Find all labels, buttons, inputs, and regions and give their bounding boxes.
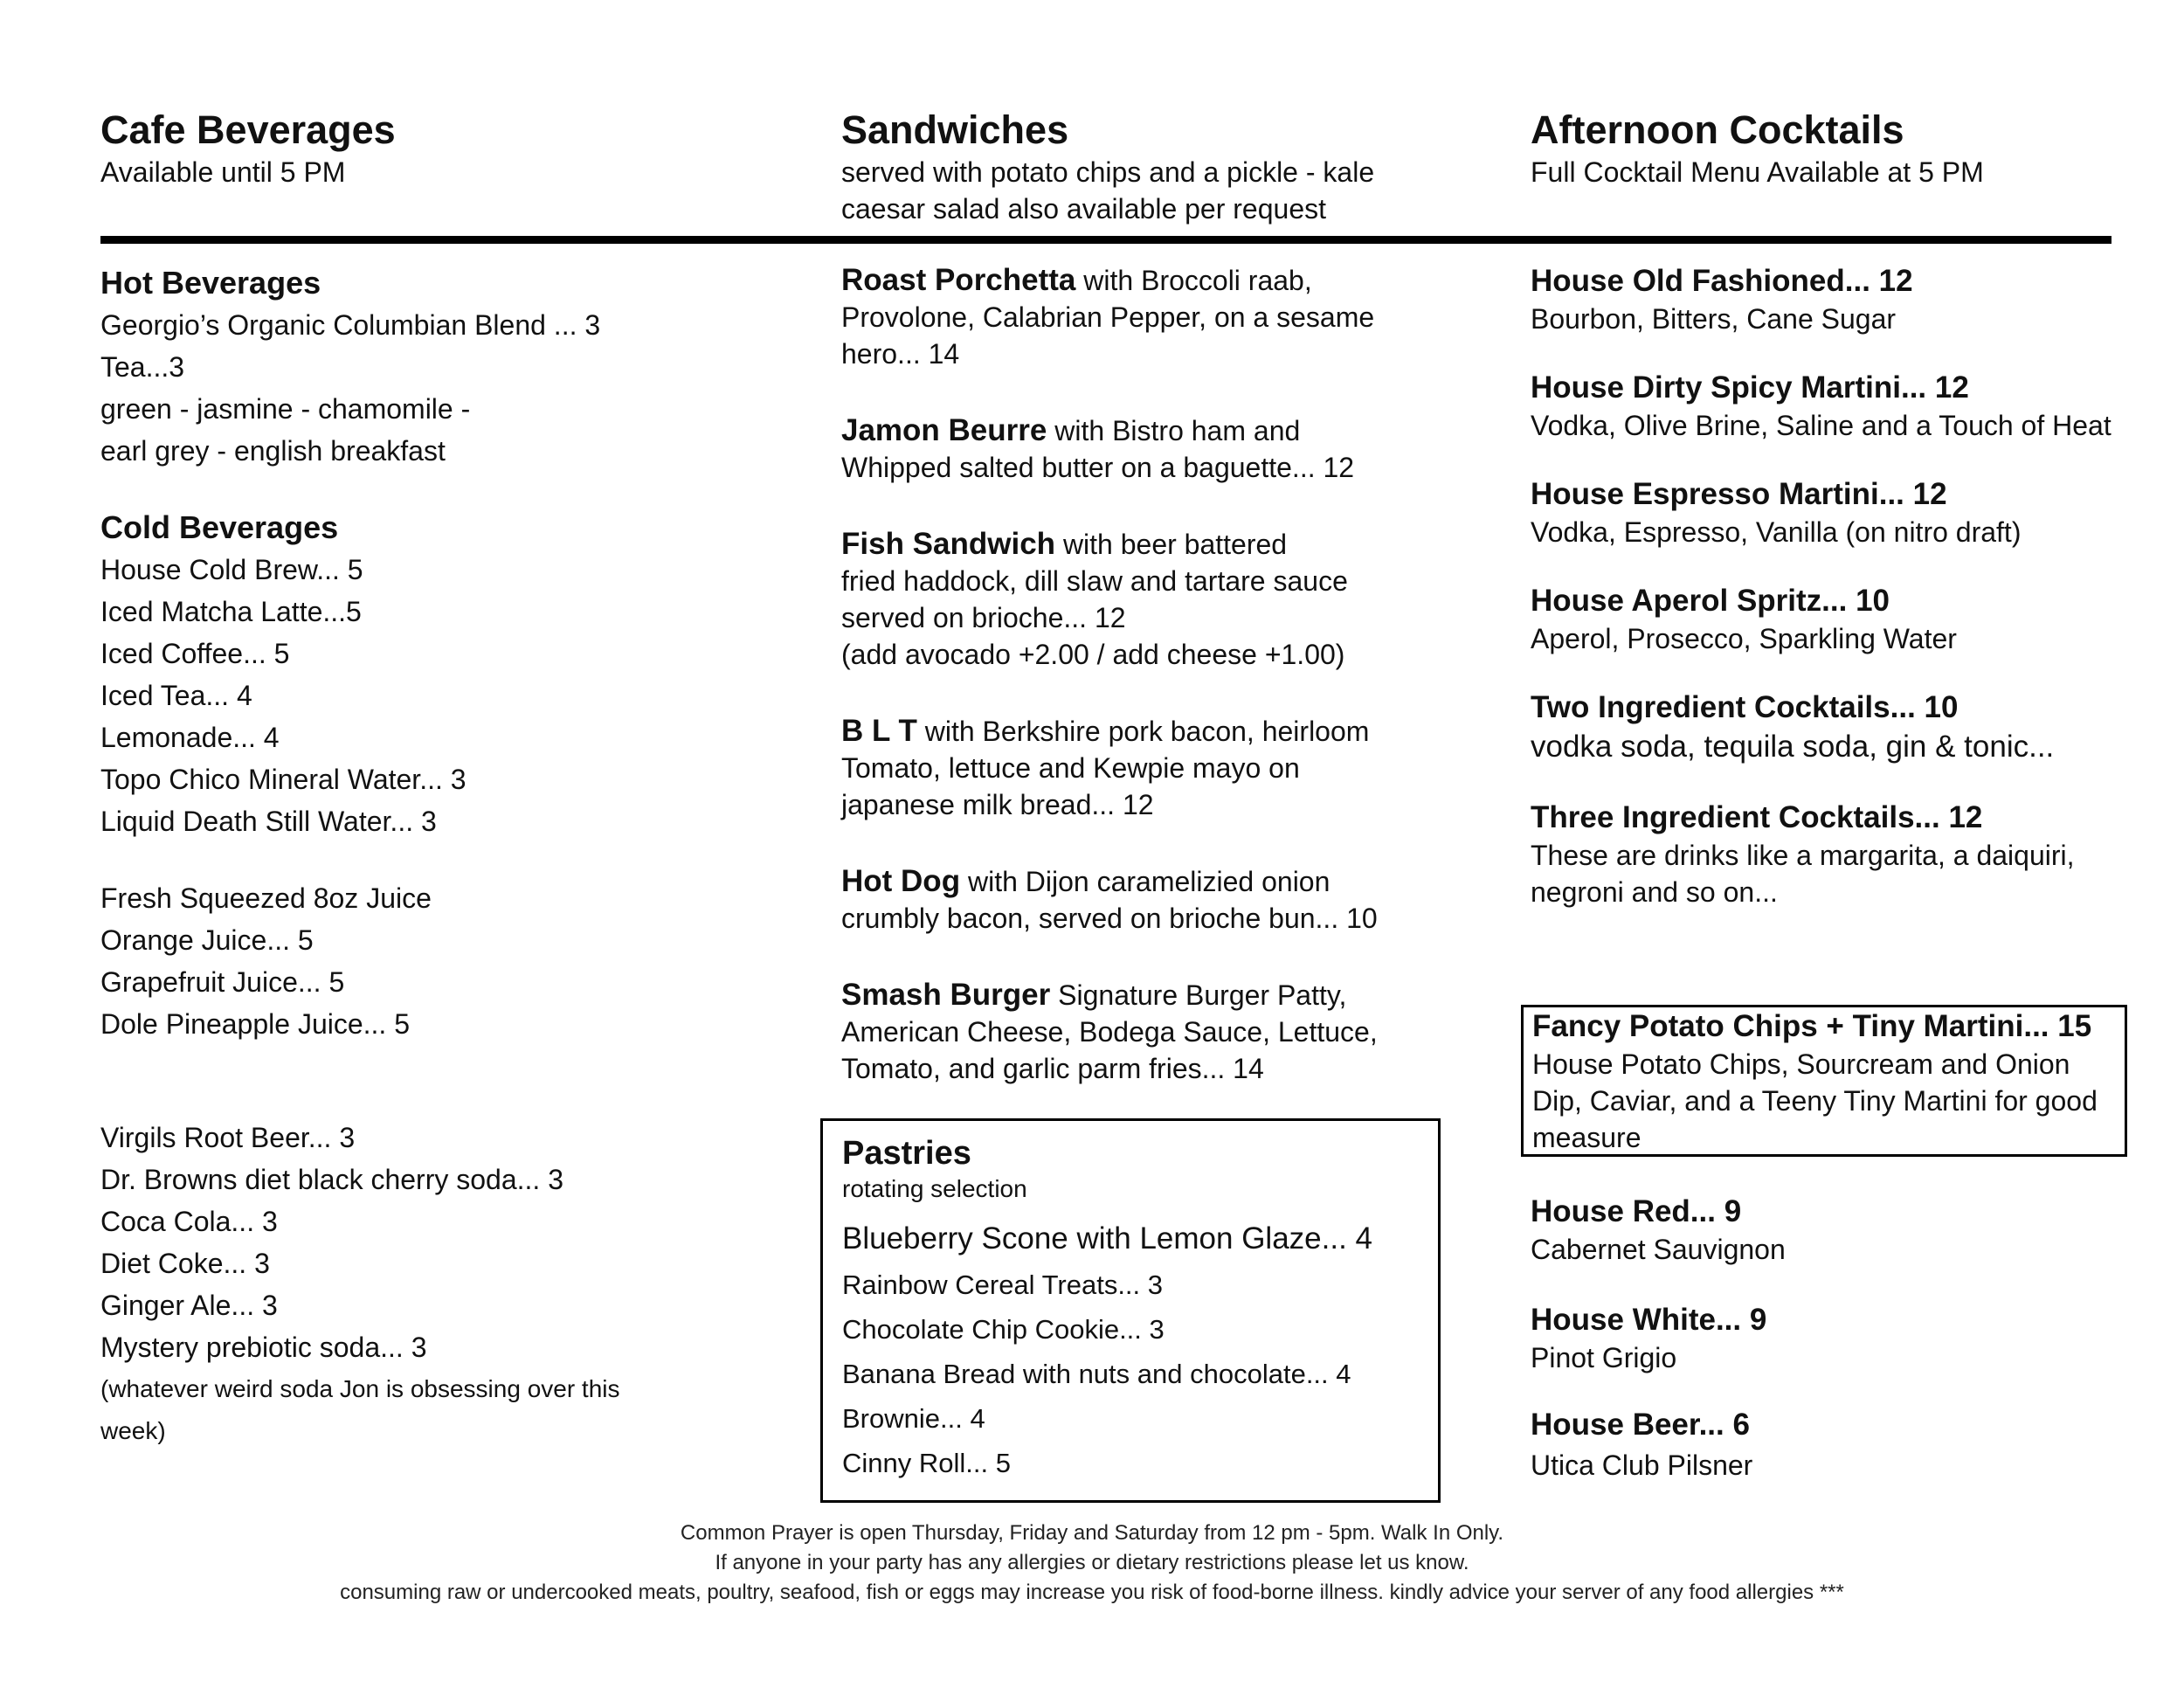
footer-hours: Common Prayer is open Thursday, Friday and Saturday from 12 pm - 5pm. Walk In Only. [680, 1521, 1504, 1545]
cocktail-desc: These are drinks like a margarita, a daiquiri, [1531, 840, 2075, 871]
sandwich-name: Jamon Beurre [841, 413, 1047, 447]
beer-name: House Beer... 6 [1531, 1408, 1750, 1442]
menu-line: Dr. Browns diet black cherry soda... 3 [100, 1164, 563, 1195]
beer-item [1531, 1406, 2142, 1486]
sandwich-name: Roast Porchetta [841, 263, 1076, 297]
cafe-beverages-column [100, 262, 782, 1452]
pastry-item: Chocolate Chip Cookie... 3 [842, 1314, 1165, 1345]
cocktail-desc: vodka soda, tequila soda, gin & tonic... [1531, 730, 2055, 764]
cocktail-item [1531, 475, 2142, 550]
cocktail-desc: Aperol, Prosecco, Sparkling Water [1531, 623, 1957, 654]
pastry-item: Rainbow Cereal Treats... 3 [842, 1269, 1164, 1300]
cocktail-name: Three Ingredient Cocktails... 12 [1531, 800, 1983, 834]
menu-line: Iced Tea... 4 [100, 680, 252, 711]
menu-line: Mystery prebiotic soda... 3 [100, 1332, 427, 1363]
footer [0, 1519, 2184, 1608]
menu-line: Georgio’s Organic Columbian Blend ... 3 [100, 309, 601, 341]
cocktail-name: House Old Fashioned... 12 [1531, 264, 1913, 298]
juice-heading: Fresh Squeezed 8oz Juice [100, 882, 432, 914]
menu-line: green - jasmine - chamomile - [100, 393, 471, 425]
sandwiches-subtitle-line: caesar salad also available per request [841, 193, 1326, 225]
menu-line: Topo Chico Mineral Water... 3 [100, 764, 467, 795]
special-desc: House Potato Chips, Sourcream and Onion [1532, 1048, 2070, 1080]
pastry-item: Cinny Roll... 5 [842, 1448, 1011, 1478]
special-name: Fancy Potato Chips + Tiny Martini... 15 [1532, 1009, 2092, 1043]
wine-desc: Pinot Grigio [1531, 1342, 1677, 1373]
menu-line: Iced Matcha Latte...5 [100, 596, 362, 627]
wine-item [1531, 1301, 2142, 1376]
menu-line: Virgils Root Beer... 3 [100, 1122, 356, 1153]
sandwiches-column [841, 262, 1435, 1127]
cocktail-name: House Espresso Martini... 12 [1531, 477, 1947, 511]
sandwich-item: B L T with Berkshire pork bacon, heirloom Tomato, lettuce and Kewpie mayo on japanese milk bread... 12 [841, 714, 1370, 820]
sandwiches-title: Sandwiches [841, 107, 1069, 152]
wine-name: House White... 9 [1531, 1303, 1767, 1337]
menu-line: Ginger Ale... 3 [100, 1290, 278, 1321]
menu-line: Tea...3 [100, 351, 185, 383]
special-box [1521, 1005, 2127, 1157]
sandwich-item: Jamon Beurre with Bistro ham and Whipped salted butter on a baguette... 12 [841, 413, 1355, 483]
wine-beer-list [1531, 1193, 2142, 1486]
wine-name: House Red... 9 [1531, 1194, 1742, 1228]
footer-allergy: If anyone in your party has any allergies or dietary restrictions please let us know. [715, 1551, 1469, 1574]
menu-line: House Cold Brew... 5 [100, 554, 363, 585]
special-desc: Dip, Caviar, and a Teeny Tiny Martini for good [1532, 1085, 2098, 1117]
cocktail-item [1531, 369, 2142, 444]
menu-line: Lemonade... 4 [100, 722, 280, 753]
soda-note: (whatever weird soda Jon is obsessing over this [100, 1375, 620, 1402]
cocktail-desc: negroni and so on... [1531, 876, 1778, 908]
afternoon-cocktails-subtitle: Full Cocktail Menu Available at 5 PM [1531, 156, 1984, 188]
hot-beverages-title: Hot Beverages [100, 265, 321, 301]
pastry-item: Brownie... 4 [842, 1403, 985, 1434]
cafe-beverages-header [100, 107, 782, 190]
afternoon-cocktails-title: Afternoon Cocktails [1531, 107, 1904, 152]
beer-desc: Utica Club Pilsner [1531, 1449, 1753, 1481]
cafe-beverages-subtitle: Available until 5 PM [100, 156, 346, 188]
header-divider [100, 236, 2111, 244]
afternoon-cocktails-header [1531, 107, 2133, 190]
sandwich-name: Smash Burger [841, 978, 1051, 1012]
cocktail-desc: Vodka, Olive Brine, Saline and a Touch of Heat [1531, 410, 2111, 441]
pastry-item: Blueberry Scone with Lemon Glaze... 4 [842, 1221, 1372, 1256]
special-desc: measure [1532, 1122, 1641, 1153]
cocktail-item [1531, 688, 2142, 767]
cocktail-item [1531, 799, 2142, 910]
sandwich-item: Roast Porchetta with Broccoli raab, Provolone, Calabrian Pepper, on a sesame hero... 14 [841, 263, 1375, 370]
sandwich-name: B L T [841, 714, 917, 748]
sandwich-name: Hot Dog [841, 864, 961, 898]
soda-note: week) [100, 1417, 166, 1444]
cocktail-item [1531, 582, 2142, 657]
wine-desc: Cabernet Sauvignon [1531, 1234, 1786, 1265]
cafe-beverages-title: Cafe Beverages [100, 107, 396, 152]
cocktail-name: House Aperol Spritz... 10 [1531, 584, 1890, 618]
pastries-title: Pastries [842, 1135, 971, 1172]
sandwich-name: Fish Sandwich [841, 527, 1056, 561]
pastry-item: Banana Bread with nuts and chocolate... 4 [842, 1359, 1351, 1389]
menu-line: Grapefruit Juice... 5 [100, 966, 345, 998]
menu-line: earl grey - english breakfast [100, 435, 446, 467]
cocktails-column [1531, 262, 2142, 942]
cocktail-item [1531, 262, 2142, 337]
cocktail-desc: Vodka, Espresso, Vanilla (on nitro draft) [1531, 516, 2022, 548]
sandwiches-subtitle-line: served with potato chips and a pickle - kale [841, 156, 1375, 188]
wine-item [1531, 1193, 2142, 1268]
menu-line: Iced Coffee... 5 [100, 638, 290, 669]
sandwich-item: Smash Burger Signature Burger Patty, American Cheese, Bodega Sauce, Lettuce, Tomato, and garlic parm fries... 14 [841, 978, 1378, 1084]
sandwiches-header [841, 107, 1470, 227]
cocktail-name: Two Ingredient Cocktails... 10 [1531, 690, 1959, 724]
menu-line: Liquid Death Still Water... 3 [100, 806, 437, 837]
menu-line: Dole Pineapple Juice... 5 [100, 1008, 410, 1040]
sandwich-item: Hot Dog with Dijon caramelizied onion crumbly bacon, served on brioche bun... 10 [841, 864, 1378, 934]
cocktail-name: House Dirty Spicy Martini... 12 [1531, 370, 1969, 405]
menu-line: Orange Juice... 5 [100, 924, 314, 956]
menu-line: Diet Coke... 3 [100, 1248, 270, 1279]
pastries-subtitle: rotating selection [842, 1175, 1027, 1202]
cold-beverages-title: Cold Beverages [100, 509, 339, 545]
cocktail-desc: Bourbon, Bitters, Cane Sugar [1531, 303, 1897, 335]
footer-disclaimer: consuming raw or undercooked meats, poultry, seafood, fish or eggs may increase you risk of food-borne illness. kindly advice your server of any food allergies *** [340, 1581, 1844, 1604]
menu-line: Coca Cola... 3 [100, 1206, 278, 1237]
pastries-box [820, 1118, 1441, 1503]
sandwich-item: Fish Sandwich with beer battered fried haddock, dill slaw and tartare sauce served on brioche... 12 (add avocado +2.00 / add cheese +1.00) [841, 527, 1348, 670]
